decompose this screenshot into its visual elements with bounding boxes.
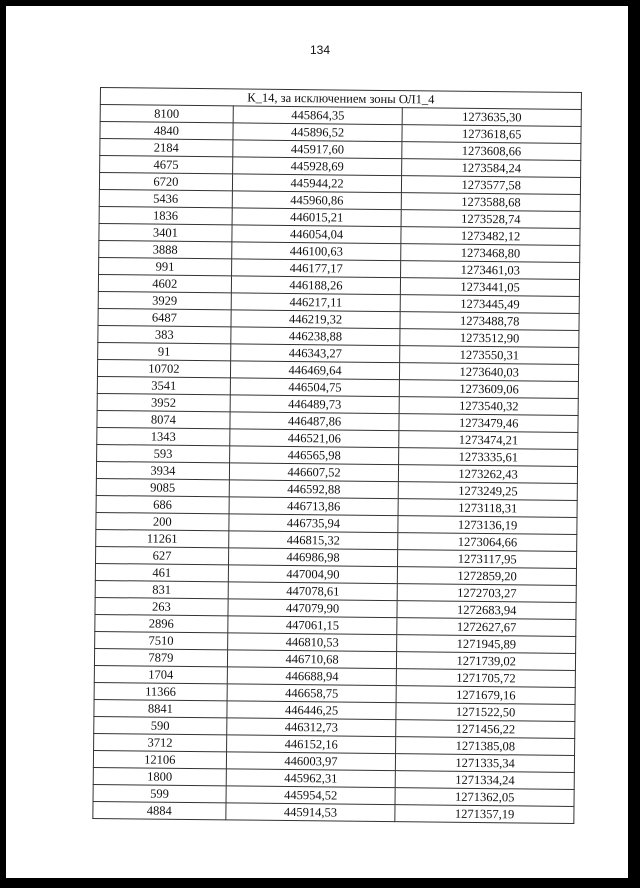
y-coordinate-cell: 1271522,50 [396, 703, 575, 722]
y-coordinate-cell: 1273584,24 [402, 159, 581, 178]
point-number-cell: 5436 [99, 189, 232, 207]
x-coordinate-cell: 445864,35 [233, 106, 403, 125]
point-number-cell: 4602 [98, 274, 231, 292]
y-coordinate-cell: 1272683,94 [397, 601, 576, 620]
point-number-cell: 11261 [96, 529, 229, 547]
point-number-cell: 6720 [99, 173, 232, 191]
y-coordinate-cell: 1273118,31 [398, 499, 577, 518]
y-coordinate-cell: 1273468,80 [401, 244, 580, 263]
y-coordinate-cell: 1273461,03 [401, 261, 580, 280]
point-number-cell: 6487 [98, 308, 231, 326]
point-number-cell: 686 [96, 495, 229, 513]
x-coordinate-cell: 446504,75 [230, 378, 400, 397]
point-number-cell: 10702 [97, 359, 230, 377]
y-coordinate-cell: 1271335,34 [396, 754, 575, 773]
point-number-cell: 1343 [97, 427, 230, 445]
point-number-cell: 8100 [100, 105, 233, 123]
point-number-cell: 9085 [96, 478, 229, 496]
y-coordinate-cell: 1273479,46 [399, 414, 578, 433]
point-number-cell: 383 [98, 325, 231, 343]
point-number-cell: 8841 [94, 699, 227, 717]
point-number-cell: 11366 [94, 682, 227, 700]
x-coordinate-cell: 447061,15 [228, 616, 398, 635]
x-coordinate-cell: 446015,21 [232, 208, 402, 227]
x-coordinate-cell: 446152,16 [226, 735, 396, 754]
x-coordinate-cell: 446003,97 [226, 752, 396, 771]
x-coordinate-cell: 445896,52 [233, 123, 403, 142]
y-coordinate-cell: 1271679,16 [396, 686, 575, 705]
y-coordinate-cell: 1273335,61 [399, 448, 578, 467]
x-coordinate-cell: 446810,53 [227, 633, 397, 652]
y-coordinate-cell: 1271334,24 [396, 771, 575, 790]
x-coordinate-cell: 446986,98 [228, 548, 398, 567]
y-coordinate-cell: 1273528,74 [401, 210, 580, 229]
y-coordinate-cell: 1272859,20 [398, 567, 577, 586]
x-coordinate-cell: 447004,90 [228, 565, 398, 584]
x-coordinate-cell: 445960,86 [232, 191, 402, 210]
point-number-cell: 4884 [93, 801, 226, 819]
x-coordinate-cell: 446658,75 [227, 684, 397, 703]
point-number-cell: 7879 [94, 648, 227, 666]
y-coordinate-cell: 1271385,08 [396, 737, 575, 756]
point-number-cell: 4675 [100, 156, 233, 174]
point-number-cell: 590 [94, 716, 227, 734]
point-number-cell: 2896 [95, 614, 228, 632]
point-number-cell: 3934 [96, 461, 229, 479]
x-coordinate-cell: 446469,64 [230, 361, 400, 380]
y-coordinate-cell: 1273249,25 [399, 482, 578, 501]
y-coordinate-cell: 1273474,21 [399, 431, 578, 450]
y-coordinate-cell: 1273618,65 [402, 125, 581, 144]
x-coordinate-cell: 446177,17 [231, 259, 401, 278]
point-number-cell: 991 [99, 257, 232, 275]
point-number-cell: 4840 [100, 122, 233, 140]
y-coordinate-cell: 1273482,12 [401, 227, 580, 246]
y-coordinate-cell: 1273588,68 [402, 193, 581, 212]
x-coordinate-cell: 445944,22 [232, 174, 402, 193]
x-coordinate-cell: 446489,73 [230, 395, 400, 414]
point-number-cell: 599 [93, 784, 226, 802]
x-coordinate-cell: 446054,04 [232, 225, 402, 244]
x-coordinate-cell: 446710,68 [227, 650, 397, 669]
point-number-cell: 831 [95, 580, 228, 598]
point-number-cell: 3929 [98, 291, 231, 309]
x-coordinate-cell: 446188,26 [231, 276, 401, 295]
point-number-cell: 7510 [95, 631, 228, 649]
y-coordinate-cell: 1271456,22 [396, 720, 575, 739]
point-number-cell: 91 [98, 342, 231, 360]
y-coordinate-cell: 1272703,27 [398, 584, 577, 603]
y-coordinate-cell: 1273117,95 [398, 550, 577, 569]
point-number-cell: 2184 [100, 139, 233, 157]
x-coordinate-cell: 446238,88 [231, 327, 401, 346]
point-number-cell: 263 [95, 597, 228, 615]
point-number-cell: 3541 [97, 376, 230, 394]
x-coordinate-cell: 446343,27 [230, 344, 400, 363]
y-coordinate-cell: 1273445,49 [401, 295, 580, 314]
y-coordinate-cell: 1271362,05 [395, 788, 574, 807]
x-coordinate-cell: 445928,69 [232, 157, 402, 176]
point-number-cell: 1836 [99, 206, 232, 224]
x-coordinate-cell: 446815,32 [228, 531, 398, 550]
point-number-cell: 3888 [99, 240, 232, 258]
x-coordinate-cell: 446565,98 [229, 446, 399, 465]
point-number-cell: 593 [97, 444, 230, 462]
y-coordinate-cell: 1273441,05 [401, 278, 580, 297]
coordinates-sheet [92, 87, 582, 824]
y-coordinate-cell: 1273262,43 [399, 465, 578, 484]
y-coordinate-cell: 1273609,06 [400, 380, 579, 399]
page-number: 134 [309, 43, 331, 57]
y-coordinate-cell: 1272627,67 [397, 618, 576, 637]
y-coordinate-cell: 1271945,89 [397, 635, 576, 654]
point-number-cell: 1800 [93, 767, 226, 785]
y-coordinate-cell: 1273635,30 [403, 108, 582, 127]
x-coordinate-cell: 446487,86 [230, 412, 400, 431]
table-title: К_14, за исключением зоны ОЛ1_4 [100, 88, 581, 110]
table-body [93, 105, 581, 824]
x-coordinate-cell: 446713,86 [229, 497, 399, 516]
x-coordinate-cell: 446217,11 [231, 293, 401, 312]
y-coordinate-cell: 1271357,19 [395, 805, 574, 824]
coordinates-table [92, 87, 582, 824]
y-coordinate-cell: 1273608,66 [402, 142, 581, 161]
x-coordinate-cell: 446607,52 [229, 463, 399, 482]
x-coordinate-cell: 445917,60 [233, 140, 403, 159]
y-coordinate-cell: 1273640,03 [400, 363, 579, 382]
y-coordinate-cell: 1273540,32 [399, 397, 578, 416]
y-coordinate-cell: 1273064,66 [398, 533, 577, 552]
point-number-cell: 461 [95, 563, 228, 581]
point-number-cell: 3712 [94, 733, 227, 751]
y-coordinate-cell: 1273512,90 [400, 329, 579, 348]
point-number-cell: 1704 [94, 665, 227, 683]
point-number-cell: 3401 [99, 223, 232, 241]
y-coordinate-cell: 1271739,02 [397, 652, 576, 671]
x-coordinate-cell: 446100,63 [231, 242, 401, 261]
x-coordinate-cell: 447079,90 [228, 599, 398, 618]
x-coordinate-cell: 446688,94 [227, 667, 397, 686]
point-number-cell: 3952 [97, 393, 230, 411]
point-number-cell: 200 [96, 512, 229, 530]
point-number-cell: 12106 [93, 750, 226, 768]
x-coordinate-cell: 446735,94 [229, 514, 399, 533]
y-coordinate-cell: 1273488,78 [400, 312, 579, 331]
x-coordinate-cell: 445954,52 [226, 786, 396, 805]
x-coordinate-cell: 446521,06 [230, 429, 400, 448]
point-number-cell: 8074 [97, 410, 230, 428]
y-coordinate-cell: 1273550,31 [400, 346, 579, 365]
x-coordinate-cell: 446219,32 [231, 310, 401, 329]
x-coordinate-cell: 445962,31 [226, 769, 396, 788]
x-coordinate-cell: 446446,25 [227, 701, 397, 720]
point-number-cell: 627 [96, 546, 229, 564]
x-coordinate-cell: 446592,88 [229, 480, 399, 499]
x-coordinate-cell: 445914,53 [226, 803, 396, 822]
y-coordinate-cell: 1273577,58 [402, 176, 581, 195]
y-coordinate-cell: 1273136,19 [398, 516, 577, 535]
y-coordinate-cell: 1271705,72 [397, 669, 576, 688]
x-coordinate-cell: 447078,61 [228, 582, 398, 601]
x-coordinate-cell: 446312,73 [227, 718, 397, 737]
